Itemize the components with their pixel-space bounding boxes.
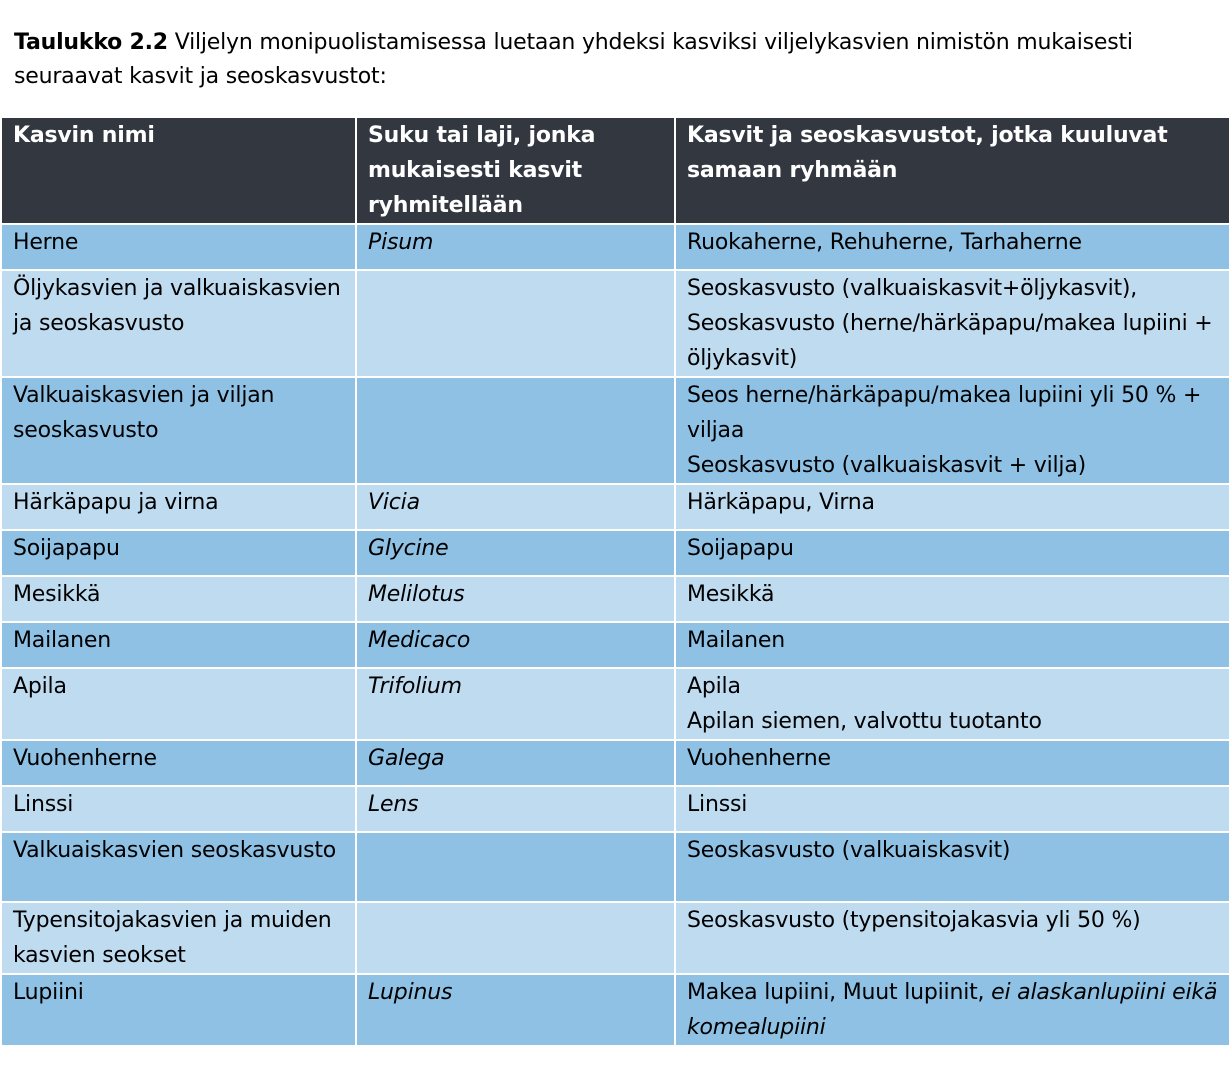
table-row: [1, 530, 1229, 576]
header-plant-name: Kasvin nimi: [1, 117, 356, 224]
cell-plant-name: Mesikkä: [1, 576, 356, 622]
table-row: [1, 484, 1229, 530]
table-caption: [14, 26, 1219, 94]
group-plants-line: Seoskasvusto (valkuaiskasvit): [687, 838, 1011, 863]
group-plants-line: Mailanen: [687, 628, 785, 653]
cell-group-plants: [675, 740, 1229, 786]
cell-plant-name: Apila: [1, 668, 356, 740]
cell-genus: Galega: [356, 740, 675, 786]
cell-group-plants: [675, 576, 1229, 622]
caption-label: Taulukko 2.2: [14, 30, 168, 55]
group-plants-line: Vuohenherne: [687, 746, 831, 771]
cell-genus: [356, 832, 675, 902]
table-row: [1, 668, 1229, 740]
group-plants-line: Ruokaherne, Rehuherne, Tarhaherne: [687, 230, 1082, 255]
cell-group-plants: [675, 622, 1229, 668]
table-row: [1, 622, 1229, 668]
table-row: [1, 740, 1229, 786]
cell-plant-name: Linssi: [1, 786, 356, 832]
cell-genus: Lupinus: [356, 974, 675, 1046]
cell-plant-name: Herne: [1, 224, 356, 270]
table-row: [1, 576, 1229, 622]
group-plants-line: Soijapapu: [687, 536, 794, 561]
table-row: [1, 224, 1229, 270]
cell-plant-name: Mailanen: [1, 622, 356, 668]
cell-genus: Pisum: [356, 224, 675, 270]
cell-group-plants: [675, 270, 1229, 377]
group-plants-line: Seos herne/härkäpapu/makea lupiini yli 50 % + viljaa: [687, 383, 1202, 443]
caption-text: Viljelyn monipuolistamisessa luetaan yhdeksi kasviksi viljelykasvien nimistön mukaisesti seuraavat kasvit ja seoskasvustot:: [14, 30, 1133, 89]
group-plants-line: Seoskasvusto (herne/härkäpapu/makea lupiini + öljykasvit): [687, 311, 1213, 371]
cell-group-plants: [675, 530, 1229, 576]
cell-group-plants: [675, 974, 1229, 1046]
table-row: [1, 832, 1229, 902]
group-plants-line: Seoskasvusto (valkuaiskasvit + vilja): [687, 453, 1086, 478]
group-plants-line: Linssi: [687, 792, 748, 817]
cell-group-plants: [675, 902, 1229, 974]
cell-plant-name: Öljykasvien ja valkuaiskasvien ja seoskasvusto: [1, 270, 356, 377]
table-row: [1, 377, 1229, 484]
table-header-row: [1, 117, 1229, 224]
cell-genus: Trifolium: [356, 668, 675, 740]
cell-genus: Medicaco: [356, 622, 675, 668]
cell-plant-name: Härkäpapu ja virna: [1, 484, 356, 530]
cell-group-plants: [675, 484, 1229, 530]
group-plants-line: Mesikkä: [687, 582, 775, 607]
table-row: [1, 270, 1229, 377]
table-row: [1, 786, 1229, 832]
cell-plant-name: Lupiini: [1, 974, 356, 1046]
cell-genus: [356, 377, 675, 484]
group-plants-line: Härkäpapu, Virna: [687, 490, 875, 515]
cell-genus: [356, 270, 675, 377]
header-genus: Suku tai laji, jonka mukaisesti kasvit ryhmitellään: [356, 117, 675, 224]
cell-genus: Lens: [356, 786, 675, 832]
cell-plant-name: Typensitojakasvien ja muiden kasvien seokset: [1, 902, 356, 974]
cell-genus: Vicia: [356, 484, 675, 530]
group-plants-italic-note: ei alaskanlupiini eikä komealupiini: [687, 980, 1218, 1040]
cell-group-plants: [675, 786, 1229, 832]
group-plants-line: Seoskasvusto (typensitojakasvia yli 50 %): [687, 908, 1141, 933]
cell-group-plants: [675, 668, 1229, 740]
group-plants-plain: Makea lupiini, Muut lupiinit,: [687, 980, 992, 1005]
group-plants-line: Apila: [687, 674, 741, 699]
cell-genus: [356, 902, 675, 974]
plant-groups-table: [0, 116, 1229, 1047]
group-plants-line: Seoskasvusto (valkuaiskasvit+öljykasvit),: [687, 276, 1138, 301]
cell-plant-name: Vuohenherne: [1, 740, 356, 786]
cell-group-plants: [675, 224, 1229, 270]
cell-group-plants: [675, 377, 1229, 484]
group-plants-line: Apilan siemen, valvottu tuotanto: [687, 709, 1042, 734]
cell-plant-name: Soijapapu: [1, 530, 356, 576]
table-row: [1, 902, 1229, 974]
cell-group-plants: [675, 832, 1229, 902]
cell-genus: Glycine: [356, 530, 675, 576]
cell-genus: Melilotus: [356, 576, 675, 622]
header-group-plants: Kasvit ja seoskasvustot, jotka kuuluvat samaan ryhmään: [675, 117, 1229, 224]
cell-plant-name: Valkuaiskasvien ja viljan seoskasvusto: [1, 377, 356, 484]
table-row: [1, 974, 1229, 1046]
cell-plant-name: Valkuaiskasvien seoskasvusto: [1, 832, 356, 902]
